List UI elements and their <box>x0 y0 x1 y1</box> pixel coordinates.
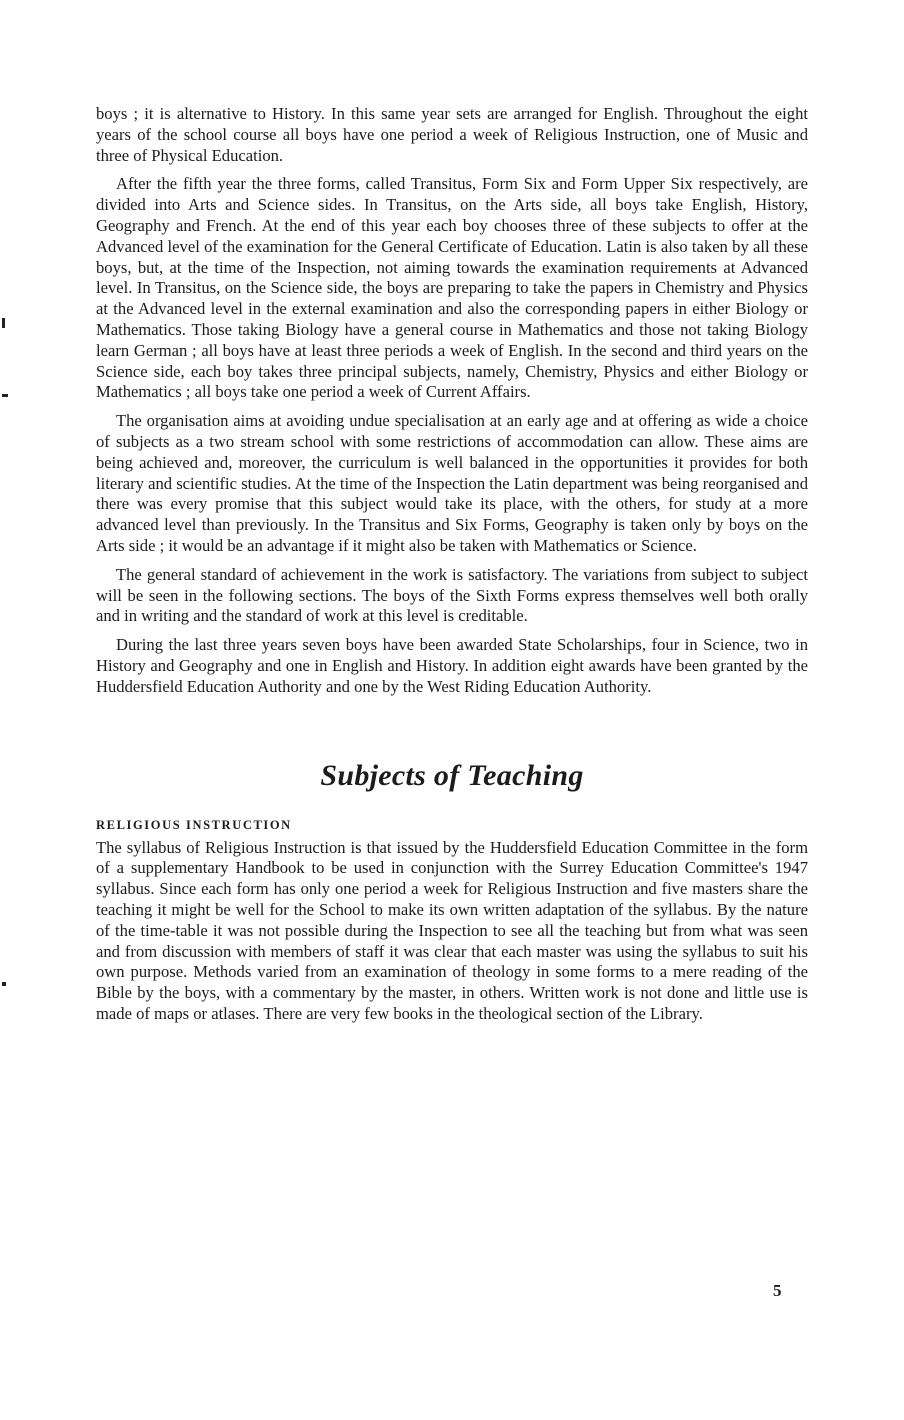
paragraph: After the fifth year the three forms, called Transitus, Form Six and Form Upper Six respectively, are divided into Arts and Science sides. In Transitus, on the Arts side, all boys take English, History, Geography and French. At the end of this year each boy chooses three of these subjects to offer at the Advanced level of the examination for the General Certificate of Education. Latin is also taken by all these boys, but, at the time of the Inspection, not aiming towards the examination requirements at Advanced level. In Transitus, on the Science side, the boys are preparing to take the papers in Chemistry and Physics at the Advanced level in the external examination and also the corresponding papers in either Biology or Mathematics. Those taking Biology have a general course in Mathematics and those not taking Biology learn German ; all boys have at least three periods a week of English. In the second and third years on the Science side, each boy takes three principal subjects, namely, Chemistry, Physics and either Biology or Mathematics ; all boys take one period a week of Current Affairs. <box>96 174 808 402</box>
page-number: 5 <box>773 1281 782 1300</box>
margin-mark <box>2 394 8 397</box>
section-title: Subjects of Teaching <box>320 758 584 792</box>
margin-mark <box>2 982 6 986</box>
section-subheading: RELIGIOUS INSTRUCTION <box>96 817 292 832</box>
margin-mark <box>2 318 5 328</box>
paragraph: During the last three years seven boys have been awarded State Scholarships, four in Science, two in History and Geography and one in English and History. In addition eight awards have been granted by the Huddersfield Education Authority and one by the West Riding Education Authority. <box>96 635 808 696</box>
paragraph: The organisation aims at avoiding undue specialisation at an early age and at offering as wide a choice of subjects as a two stream school with some restrictions of accommodation can allow. These aims are being achieved and, moreover, the curriculum is well balanced in the opportunities it provides for both literary and scientific studies. At the time of the Inspection the Latin department was being reorganised and there was every promise that this subject would take its place, with the others, for study at a more advanced level than previously. In the Transitus and Six Forms, Geography is taken only by boys on the Arts side ; it would be an advantage if it might also be taken with Mathematics or Science. <box>96 411 808 555</box>
paragraph: boys ; it is alternative to History. In this same year sets are arranged for English. Throughout the eight years of the school course all boys have one period a week of Religious Instruction, one of Music and three of Physical Education. <box>96 104 808 165</box>
paragraph: The general standard of achievement in the work is satisfactory. The variations from subject to subject will be seen in the following sections. The boys of the Sixth Forms express themselves well both orally and in writing and the standard of work at this level is creditable. <box>96 564 808 626</box>
document-page <box>96 104 808 1033</box>
section-body: The syllabus of Religious Instruction is that issued by the Huddersfield Education Committee in the form of a supplementary Handbook to be used in conjunction with the Surrey Education Committee's 1947 syllabus. Since each form has only one period a week for Religious Instruction and five masters share the teaching it might be well for the School to make its own written adaptation of the syllabus. By the nature of the time-table it was not possible during the Inspection to see all the teaching but from what was seen and from discussion with members of staff it was clear that each master was using the syllabus to suit his own purpose. Methods varied from an examination of theology in some forms to a mere reading of the Bible by the boys, with a commentary by the master, in others. Written work is not done and little use is made of maps or atlases. There are very few books in the theological section of the Library. <box>96 837 808 1023</box>
